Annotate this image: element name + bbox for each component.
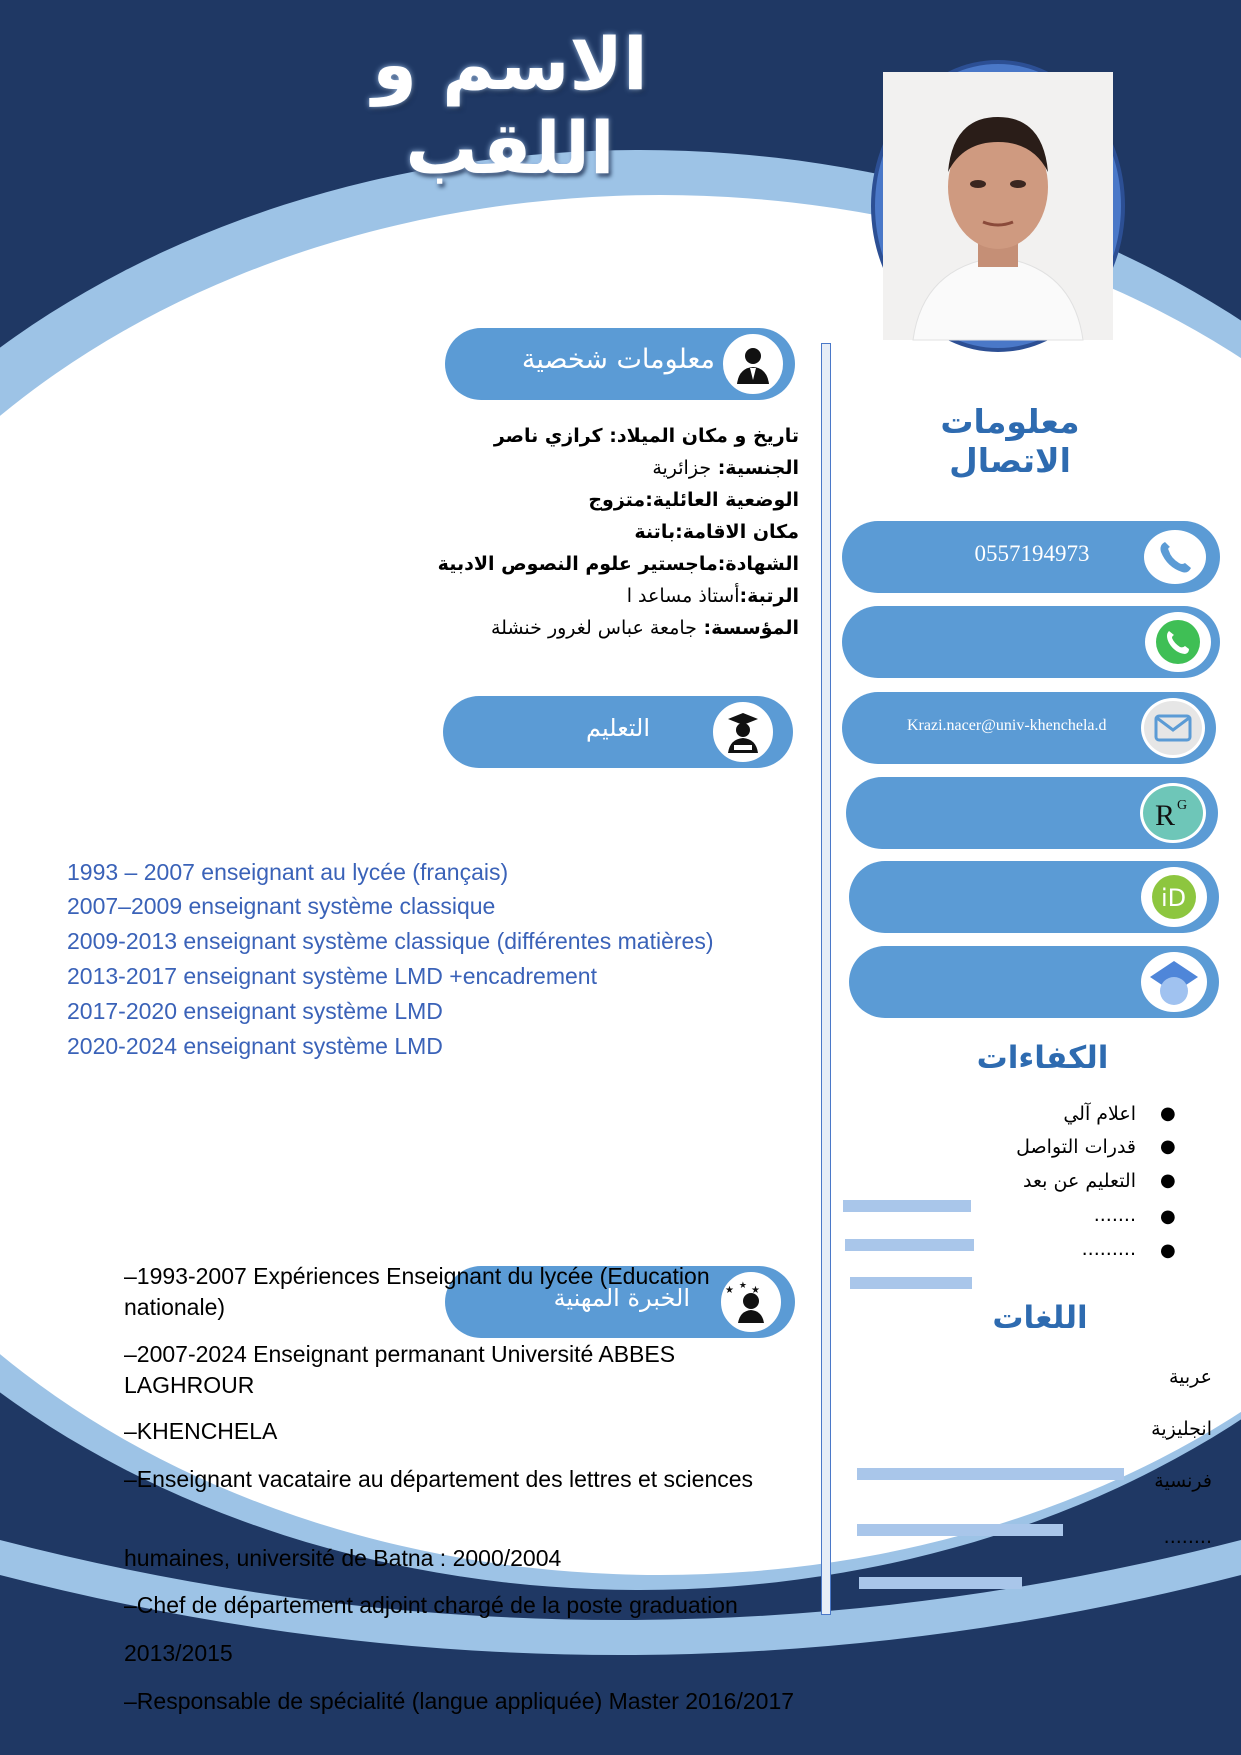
education-item: 1993 – 2007 enseignant au lycée (français) [67,859,509,885]
section-education-title: التعليم [586,714,650,742]
experience-item: –KHENCHELA [124,1418,278,1444]
experience-item: 2013/2015 [124,1640,233,1666]
education-item: 2009-2013 enseignant système classique (différentes matières) [67,928,714,954]
language-item: انجليزية [1151,1418,1212,1440]
section-experience-title: الخبرة المهنية [553,1284,690,1312]
language-level-bar [857,1468,1124,1480]
google-scholar-icon[interactable] [1141,952,1207,1012]
researchgate-icon[interactable] [1140,783,1206,843]
info-marital: الوضعية العائلية:متزوج [588,489,799,511]
info-degree: الشهادة:ماجستير علوم النصوص الادبية [437,553,799,575]
bullet: ● [1160,1206,1176,1227]
language-level-bar [857,1524,1063,1536]
svg-text:iD: iD [1161,884,1187,912]
skill-item: التعليم عن بعد [1023,1170,1136,1192]
language-item: عربية [1168,1366,1212,1388]
skill-item: اعلام آلي [1063,1103,1136,1125]
experience-item: –Chef de département adjoint chargé de la poste graduation [124,1592,738,1618]
experience-item: humaines, université de Batna : 2000/2004 [124,1545,562,1571]
orcid-icon[interactable] [1141,867,1207,927]
name-title: الاسم و اللقب [372,22,648,190]
graduate-icon [713,702,773,762]
language-item: فرنسية [1154,1470,1212,1492]
bullet: ● [1160,1240,1176,1261]
experience-item: –Responsable de spécialité (langue appliquée) Master 2016/2017 [124,1688,795,1714]
section-personal-title: معلومات شخصية [521,344,715,375]
bullet: ● [1160,1103,1176,1124]
language-level-bar [859,1577,1022,1589]
skill-item: ....... [1093,1204,1136,1226]
whatsapp-icon[interactable] [1145,612,1211,672]
skill-level-bar [843,1200,971,1212]
education-item: 2020-2024 enseignant système LMD [67,1033,443,1059]
info-residence: مكان الاقامة:باتنة [634,521,799,543]
section-personal-header [445,328,795,400]
info-birth: تاريخ و مكان الميلاد: كرازي ناصر [493,425,799,447]
skills-heading: الكفاءات [976,1040,1109,1076]
svg-text:G: G [1177,798,1188,813]
svg-text:★: ★ [725,1285,734,1296]
education-item: 2013-2017 enseignant système LMD +encadrement [67,963,597,989]
skill-item: ......... [1081,1238,1136,1260]
svg-text:★: ★ [738,1281,747,1291]
languages-heading: اللغات [992,1300,1088,1336]
phone-icon [1141,527,1209,587]
contact-heading: معلومات الاتصال [940,402,1080,480]
profile-photo [883,72,1113,340]
svg-text:★: ★ [751,1285,760,1296]
info-nationality: الجنسية: جزائرية [652,457,799,479]
info-rank: الرتبة:أستاذ مساعد ا [626,585,799,607]
education-item: 2017-2020 enseignant système LMD [67,998,443,1024]
section-education-header [443,696,793,768]
skill-item: قدرات التواصل [1016,1136,1136,1158]
person-suit-icon [723,334,783,394]
experience-item: –Enseignant vacataire au département des lettres et sciences [124,1466,754,1492]
envelope-icon [1141,698,1205,758]
info-institution: المؤسسة: جامعة عباس لغرور خنشلة [491,617,799,639]
education-item: 2007–2009 enseignant système classique [67,893,496,919]
skill-level-bar [845,1239,974,1251]
skill-level-bar [850,1277,972,1289]
experience-item: –2007-2024 Enseignant permanant Université ABBES LAGHROUR [124,1341,676,1398]
language-item: ........ [1163,1526,1212,1548]
bullet: ● [1160,1170,1176,1191]
svg-text:R: R [1155,799,1176,832]
phone-number: 0557194973 [974,541,1090,566]
bullet: ● [1160,1136,1176,1157]
email-address[interactable]: Krazi.nacer@univ-khenchela.d [907,717,1107,734]
experience-item: –1993-2007 Expériences Enseignant du lycée (Education nationale) [124,1263,710,1320]
divider-line [821,343,831,1615]
